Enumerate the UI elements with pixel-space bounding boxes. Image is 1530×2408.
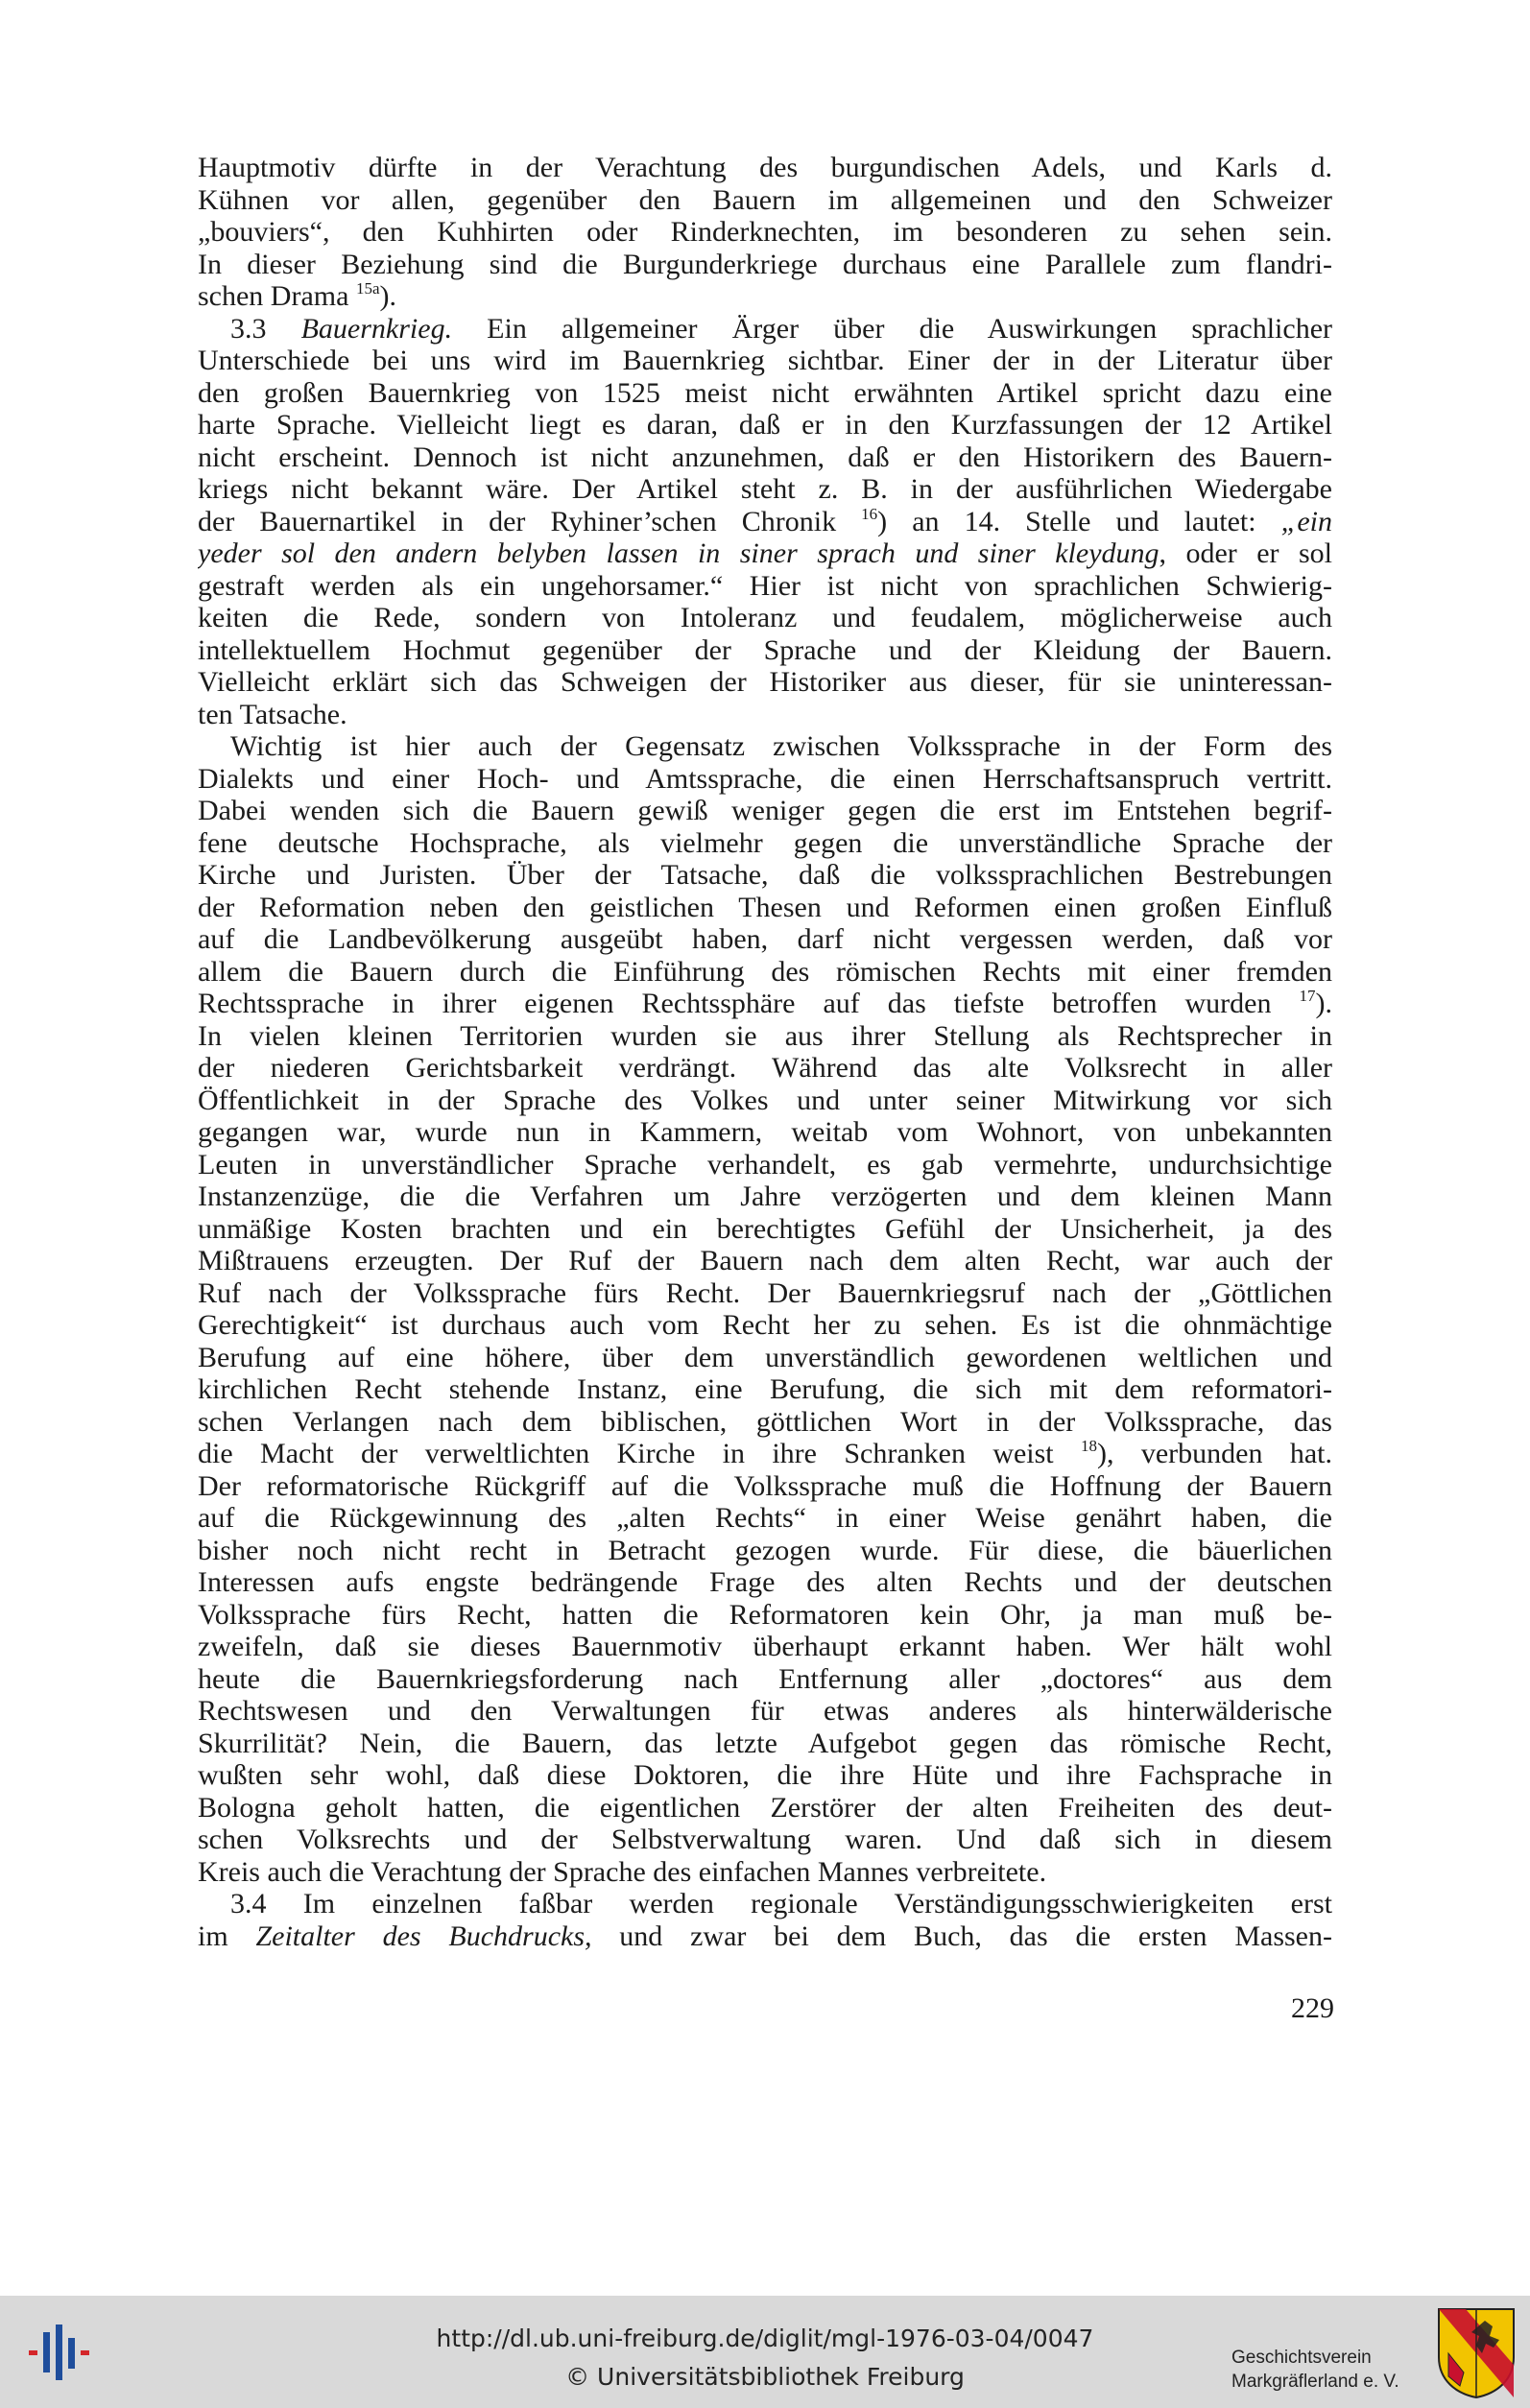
- text-line: nicht erscheint. Dennoch ist nicht anzunehmen, daß er den Historikern des Bauern-: [198, 441, 1332, 473]
- text-line: Instanzenzüge, die die Verfahren um Jahre verzögerten und dem kleinen Mann: [198, 1180, 1332, 1212]
- text-line: Berufung auf eine höhere, über dem unverständlich gewordenen weltlichen und: [198, 1341, 1332, 1373]
- text-line: intellektuellem Hochmut gegenüber der Sprache und der Kleidung der Bauern.: [198, 633, 1332, 666]
- text-line: wußten sehr wohl, daß diese Doktoren, die ihre Hüte und ihre Fachsprache in: [198, 1759, 1332, 1791]
- text-line: Volkssprache fürs Recht, hatten die Reformatoren kein Ohr, ja man muß be-: [198, 1598, 1332, 1631]
- text-line: Skurrilität? Nein, die Bauern, das letzte Aufgebot gegen das römische Recht,: [198, 1727, 1332, 1759]
- paragraph: [198, 1888, 1332, 1952]
- text-line: zweifeln, daß sie dieses Bauernmotiv überhaupt erkannt haben. Wer hält wohl: [198, 1631, 1332, 1662]
- footnote-ref: 17: [1299, 988, 1316, 1005]
- italic-text: Bauernkrieg.: [300, 312, 453, 345]
- text-line: allem die Bauern durch die Einführung des römischen Rechts mit einer fremden: [198, 955, 1332, 988]
- society-line-1: Geschichtsverein: [1231, 2348, 1372, 2368]
- text-line: 3.4 Im einzelnen faßbar werden regionale Verständigungsschwierigkeiten erst: [230, 1888, 1332, 1919]
- footnote-ref: 15a: [355, 280, 380, 298]
- text-line: auf die Landbevölkerung ausgeübt haben, darf nicht vergessen werden, daß vor: [198, 923, 1332, 955]
- text-line: den großen Bauernkrieg von 1525 meist nicht erwähnten Artikel spricht dazu eine: [198, 376, 1332, 409]
- paragraph: [198, 152, 1332, 313]
- footnote-ref: 18: [1081, 1438, 1098, 1455]
- text-line: keiten die Rede, sondern von Intoleranz und feudalem, möglicherweise auch: [198, 602, 1332, 633]
- text-line: Öffentlichkeit in der Sprache des Volkes und unter seiner Mitwirkung vor sich: [198, 1084, 1332, 1116]
- italic-text: yeder sol den andern belyben lassen in siner sprach und siner kleydung: [198, 537, 1159, 569]
- text-line: Dabei wenden sich die Bauern gewiß weniger gegen die erst im Entstehen begrif-: [198, 795, 1332, 826]
- text-line: Bologna geholt hatten, die eigentlichen Zerstörer der alten Freiheiten des deut-: [198, 1791, 1332, 1824]
- text-line: 3.3 Bauernkrieg. Ein allgemeiner Ärger über die Auswirkungen sprachlicher: [230, 312, 1332, 345]
- text-line: im Zeitalter des Buchdrucks, und zwar bei dem Buch, das die ersten Massen-: [198, 1919, 1332, 1952]
- text-line: Gerechtigkeit“ ist durchaus auch vom Recht her zu sehen. Es ist die ohnmächtige: [198, 1309, 1332, 1341]
- text-line: kriegs nicht bekannt wäre. Der Artikel steht z. B. in der ausführlichen Wiedergabe: [198, 473, 1332, 505]
- text-line: Kreis auch die Verachtung der Sprache des einfachen Mannes verbreitete.: [198, 1855, 1047, 1888]
- text-line: auf die Rückgewinnung des „alten Rechts“ in einer Weise genährt haben, die: [198, 1502, 1332, 1534]
- footnote-ref: 16: [861, 505, 878, 523]
- society-line-2: Markgräflerland e. V.: [1231, 2372, 1399, 2392]
- text-line: Leuten in unverständlicher Sprache verhandelt, es gab vermehrte, undurchsichtige: [198, 1148, 1332, 1180]
- text-line: fene deutsche Hochsprache, als vielmehr gegen die unverständliche Sprache der: [198, 826, 1332, 859]
- text-line: Vielleicht erklärt sich das Schweigen der Historiker aus dieser, für sie uninteressan-: [198, 666, 1332, 698]
- coat-of-arms-icon: [1437, 2307, 1516, 2399]
- footer-url-link[interactable]: http://dl.ub.uni-freiburg.de/diglit/mgl-1976-03-04/0047: [436, 2325, 1094, 2352]
- page-number: 229: [1291, 1992, 1334, 2024]
- text-line: der niederen Gerichtsbarkeit verdrängt. Während das alte Volksrecht in aller: [198, 1052, 1332, 1084]
- text-line: schen Drama $^{15a}$).: [198, 280, 396, 312]
- text-line: „bouviers“, den Kuhhirten oder Rinderknechten, im besonderen zu sehen sein.: [198, 216, 1332, 248]
- text-line: Kühnen vor allen, gegenüber den Bauern im allgemeinen und den Schweizer: [198, 183, 1332, 216]
- text-line: Rechtswesen und den Verwaltungen für etwas anderes als hinterwälderische: [198, 1695, 1332, 1727]
- text-line: Mißtrauens erzeugten. Der Ruf der Bauern nach dem alten Recht, war auch der: [198, 1245, 1332, 1276]
- text-line: Kirche und Juristen. Über der Tatsache, daß die volkssprachlichen Bestrebungen: [198, 859, 1332, 891]
- text-line: schen Volksrechts und der Selbstverwaltung waren. Und daß sich in diesem: [198, 1824, 1332, 1855]
- paragraph: [198, 730, 1332, 1888]
- text-line: kirchlichen Recht stehende Instanz, eine Berufung, die sich mit dem reformatori-: [198, 1373, 1332, 1405]
- text-line: Ruf nach der Volkssprache fürs Recht. Der Bauernkriegsruf nach der „Göttlichen: [198, 1276, 1332, 1309]
- text-line: die Macht der verweltlichten Kirche in ihre Schranken weist $^{18}$), verbunden hat.: [198, 1438, 1332, 1469]
- text-line: Hauptmotiv dürfte in der Verachtung des burgundischen Adels, und Karls d.: [198, 152, 1332, 183]
- footer-society-name: [1231, 2346, 1443, 2394]
- italic-text: Zeitalter des Buchdrucks,: [255, 1919, 592, 1952]
- text-line: harte Sprache. Vielleicht liegt es daran, daß er in den Kurzfassungen der 12 Artikel: [198, 409, 1332, 441]
- text-line: Der reformatorische Rückgriff auf die Volkssprache muß die Hoffnung der Bauern: [198, 1469, 1332, 1502]
- text-line: gegangen war, wurde nun in Kammern, weitab vom Wohnort, von unbekannten: [198, 1116, 1332, 1148]
- paragraph: [198, 313, 1332, 731]
- text-line: bisher noch nicht recht in Betracht gezogen wurde. Für diese, die bäuerlichen: [198, 1534, 1332, 1566]
- text-line: der Reformation neben den geistlichen Thesen und Reformen einen großen Einfluß: [198, 891, 1332, 923]
- body-text: [198, 152, 1332, 1952]
- text-line: Wichtig ist hier auch der Gegensatz zwischen Volkssprache in der Form des: [230, 730, 1332, 762]
- text-line: Rechtssprache in ihrer eigenen Rechtssphäre auf das tiefste betroffen wurden $^{17}$).: [198, 988, 1332, 1019]
- text-line: Dialekts und einer Hoch- und Amtssprache, die einen Herrschaftsanspruch vertritt.: [198, 762, 1332, 795]
- text-line: heute die Bauernkriegsforderung nach Entfernung aller „doctores“ aus dem: [198, 1662, 1332, 1695]
- text-line: gestraft werden als ein ungehorsamer.“ Hier ist nicht von sprachlichen Schwierig-: [198, 569, 1332, 602]
- text-line: ten Tatsache.: [198, 698, 347, 730]
- text-line: der Bauernartikel in der Ryhiner’schen Chronik $^{16}$) an 14. Stelle und lautet: „ein: [198, 505, 1332, 537]
- text-line: yeder sol den andern belyben lassen in siner sprach und siner kleydung, oder er sol: [198, 537, 1332, 569]
- text-line: Interessen aufs engste bedrängende Frage des alten Rechts und der deutschen: [198, 1566, 1332, 1598]
- text-line: Unterschiede bei uns wird im Bauernkrieg sichtbar. Einer der in der Literatur über: [198, 345, 1332, 376]
- italic-text: „ein: [1280, 505, 1332, 537]
- text-line: unmäßige Kosten brachten und ein berechtigtes Gefühl der Unsicherheit, ja des: [198, 1212, 1332, 1245]
- text-line: In vielen kleinen Territorien wurden sie aus ihrer Stellung als Rechtsprecher in: [198, 1019, 1332, 1052]
- footer-bar: [0, 2296, 1530, 2408]
- text-line: In dieser Beziehung sind die Burgunderkriege durchaus eine Parallele zum flandri-: [198, 248, 1332, 280]
- footer-copyright: © Universitätsbibliothek Freiburg: [565, 2363, 965, 2391]
- text-line: schen Verlangen nach dem biblischen, göttlichen Wort in der Volkssprache, das: [198, 1405, 1332, 1438]
